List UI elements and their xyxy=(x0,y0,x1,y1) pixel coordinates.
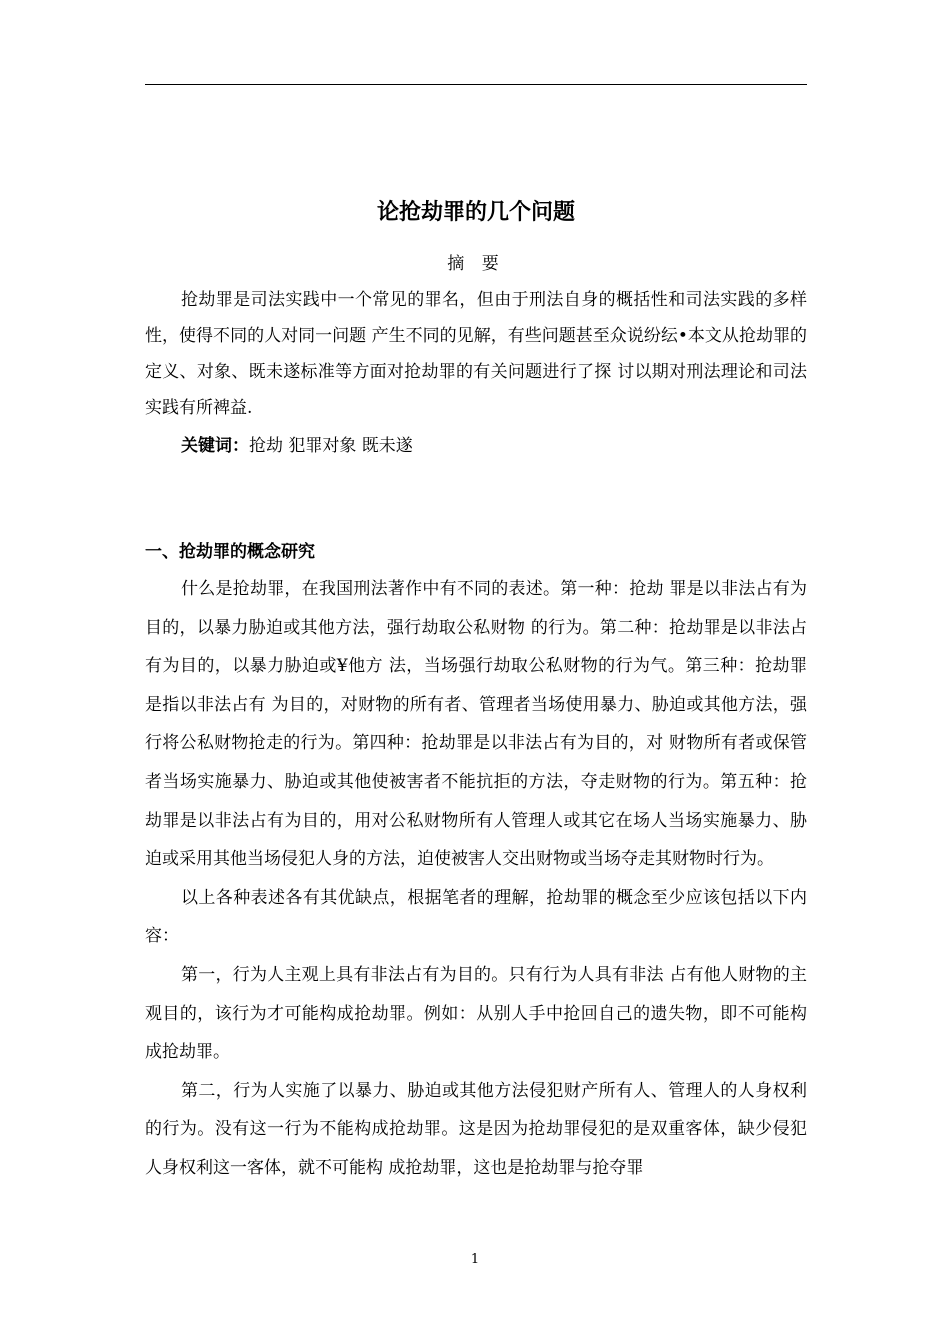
abstract-heading: 摘 要 xyxy=(447,254,505,274)
abstract-section xyxy=(145,282,807,426)
keywords-label: 关键词： xyxy=(181,436,249,456)
document-title: 论抢劫罪的几个问题 xyxy=(376,200,575,225)
keywords-text: 抢劫 犯罪对象 既未遂 xyxy=(249,436,413,456)
body-paragraph-2: 以上各种表述各有其优缺点，根据笔者的理解，抢劫罪的概念至少应该包括以下内容： xyxy=(145,887,807,947)
body-paragraph-1: 什么是抢劫罪，在我国刑法著作中有不同的表述。第一种：抢劫 罪是以非法占有为目的，以暴力胁迫或其他方法，强行劫取公私财物 的行为。第二种：抢劫罪是以非法占有为目的，以暴力胁迫或¥他方 法，当场强行劫取公私财物的行为气。第三种：抢劫罪是指以非法占有 为目的，对财物的所有者、管理者当场使用暴力、胁迫或其他方法，强行将公私财物抢走的行为。第四种：抢劫罪是以非法占有为目的，对 财物所有者或保管者当场实施暴力、胁迫或其他使被害者不能抗拒的方法，夺走财物的行为。第五种：抢劫罪是以非法占有为目的，用对公私财物所有人管理人或其它在场人当场实施暴力、胁迫或采用其他当场侵犯人身的方法，迫使被害人交出财物或当场夺走其财物时行为。 xyxy=(145,579,807,870)
body-text xyxy=(145,570,807,1188)
abstract-paragraph: 抢劫罪是司法实践中一个常见的罪名，但由于刑法自身的概括性和司法实践的多样性，使得不同的人对同一问题 产生不同的见解，有些问题甚至众说纷纭•本文从抢劫罪的定义、对象、既未遂标准等方面对抢劫罪的有关问题进行了探 讨以期对刑法理论和司法实践有所裨益. xyxy=(145,290,807,418)
keywords-line xyxy=(181,428,413,464)
page-number: 1 xyxy=(470,1252,480,1267)
body-paragraph-4: 第二，行为人实施了以暴力、胁迫或其他方法侵犯财产所有人、管理人的人身权利的行为。没有这一行为不能构成抢劫罪。这是因为抢劫罪侵犯的是双重客体，缺少侵犯人身权利这一客体，就不可能构 成抢劫罪，这也是抢劫罪与抢夺罪 xyxy=(145,1080,807,1178)
section-heading: 一、抢劫罪的概念研究 xyxy=(145,542,315,562)
header-rule xyxy=(145,84,807,85)
body-paragraph-3: 第一，行为人主观上具有非法占有为目的。只有行为人具有非法 占有他人财物的主观目的，该行为才可能构成抢劫罪。例如：从别人手中抢回自己的遗失物，即不可能构成抢劫罪。 xyxy=(145,964,807,1063)
